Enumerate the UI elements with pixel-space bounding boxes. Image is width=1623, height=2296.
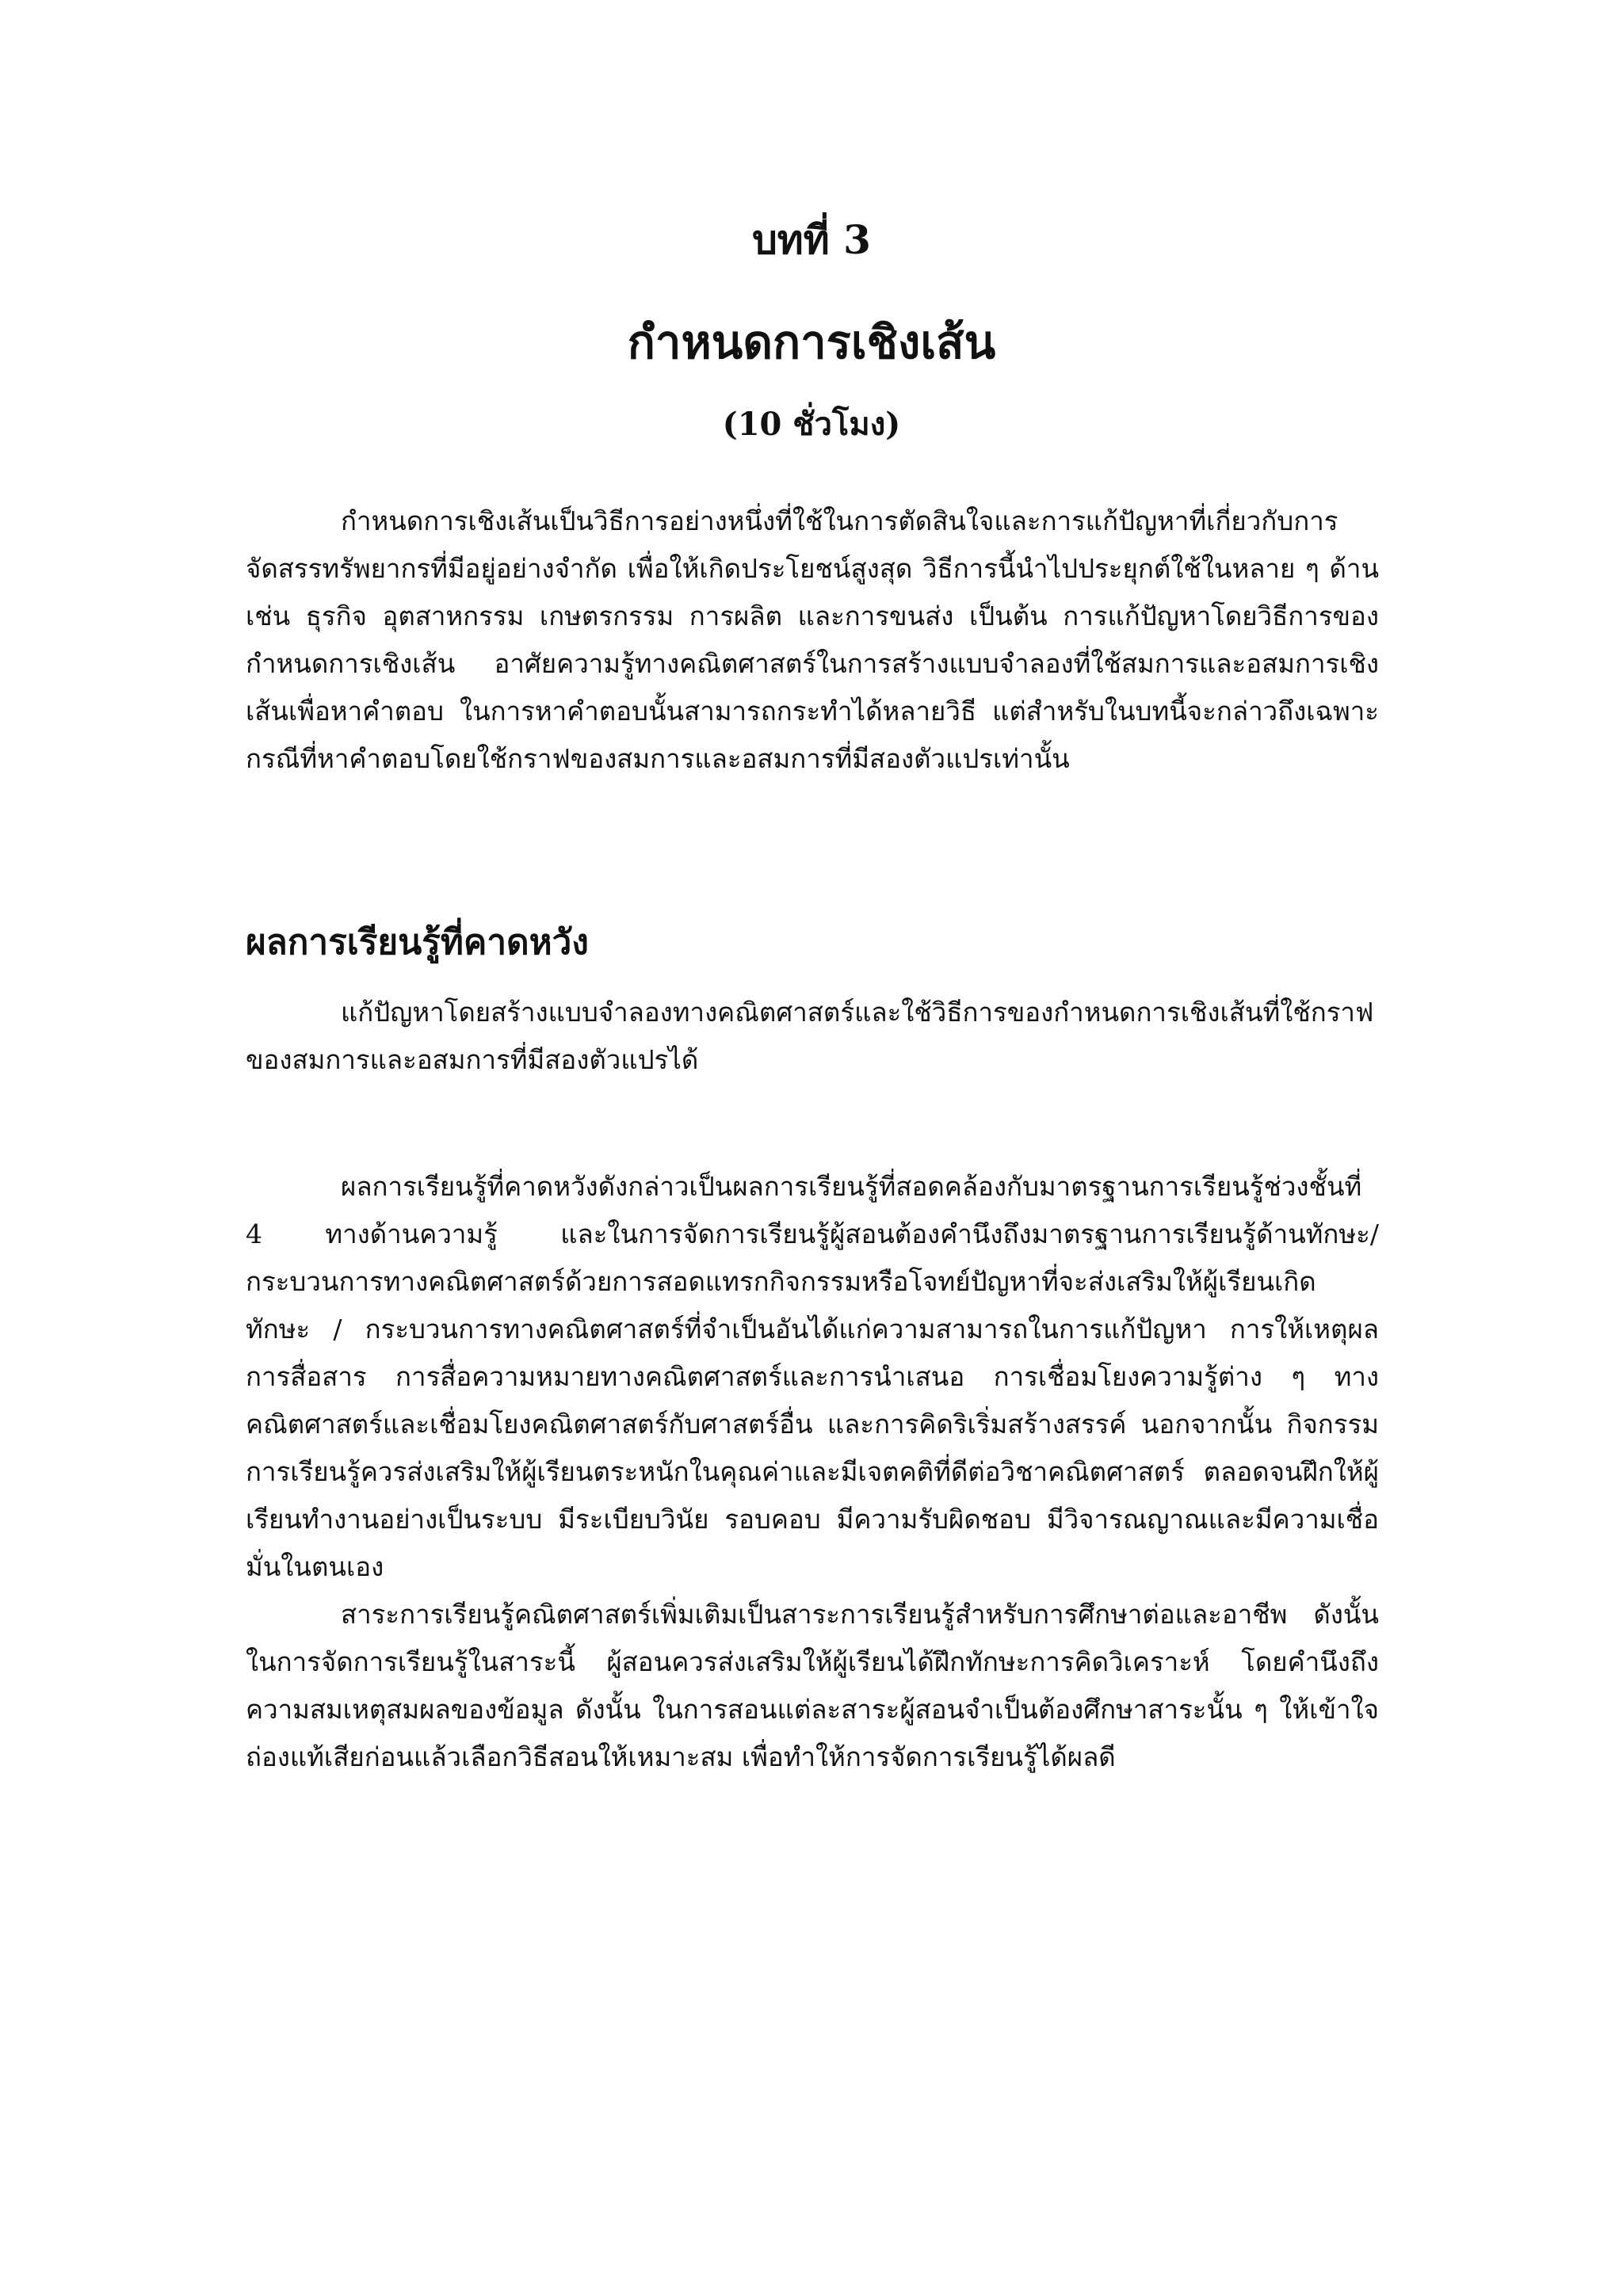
objectives-section (246, 989, 1379, 1084)
chapter-hours: (10 ชั่วโมง) (722, 406, 901, 443)
objectives-heading: ผลการเรียนรู้ที่คาดหวัง (246, 922, 589, 963)
objectives-paragraph: แก้ปัญหาโดยสร้างแบบจำลองทางคณิตศาสตร์และใช้วิธีการของกำหนดการเชิงเส้นที่ใช้กราฟของสมการและอสมการที่มีสองตัวแปรได้ (246, 997, 1374, 1075)
discussion-section (246, 1163, 1379, 1781)
intro-paragraph: กำหนดการเชิงเส้นเป็นวิธีการอย่างหนึ่งที่ใช้ในการตัดสินใจและการแก้ปัญหาที่เกี่ยวกับการจัดสรรทรัพยากรที่มีอยู่อย่างจำกัด เพื่อให้เกิดประโยชน์สูงสุด วิธีการนี้นำไปประยุกต์ใช้ในหลาย ๆ ด้าน เช่น ธุรกิจ อุตสาหกรรม เกษตรกรรม การผลิต และการขนส่ง เป็นต้น การแก้ปัญหาโดยวิธีการของกำหนดการเชิงเส้น อาศัยความรู้ทางคณิตศาสตร์ในการสร้างแบบจำลองที่ใช้สมการและอสมการเชิงเส้นเพื่อหาคำตอบ ในการหาคำตอบนั้นสามารถกระทำได้หลายวิธี แต่สำหรับในบทนี้จะกล่าวถึงเฉพาะกรณีที่หาคำตอบโดยใช้กราฟของสมการและอสมการที่มีสองตัวแปรเท่านั้น (246, 505, 1379, 774)
chapter-title: กำหนดการเชิงเส้น (627, 315, 996, 369)
discussion-paragraph-2: สาระการเรียนรู้คณิตศาสตร์เพิ่มเติมเป็นสาระการเรียนรู้สำหรับการศึกษาต่อและอาชีพ ดังนั้นในการจัดการเรียนรู้ในสาระนี้ ผู้สอนควรส่งเสริมให้ผู้เรียนได้ฝึกทักษะการคิดวิเคราะห์ โดยคำนึงถึงความสมเหตุสมผลของข้อมูล ดังนั้น ในการสอนแต่ละสาระผู้สอนจำเป็นต้องศึกษาสาระนั้น ๆ ให้เข้าใจถ่องแท้เสียก่อนแล้วเลือกวิธีสอนให้เหมาะสม เพื่อทำให้การจัดการเรียนรู้ได้ผลดี (246, 1599, 1379, 1772)
discussion-paragraph-1: ผลการเรียนรู้ที่คาดหวังดังกล่าวเป็นผลการเรียนรู้ที่สอดคล้องกับมาตรฐานการเรียนรู้ช่วงชั้นที่ 4 ทางด้านความรู้ และในการจัดการเรียนรู้ผู้สอนต้องคำนึงถึงมาตรฐานการเรียนรู้ด้านทักษะ/ กระบวนการทางคณิตศาสตร์ด้วยการสอดแทรกกิจกรรมหรือโจทย์ปัญหาที่จะส่งเสริมให้ผู้เรียนเกิดทักษะ / กระบวนการทางคณิตศาสตร์ที่จำเป็นอันได้แก่ความสามารถในการแก้ปัญหา การให้เหตุผล การสื่อสาร การสื่อความหมายทางคณิตศาสตร์และการนำเสนอ การเชื่อมโยงความรู้ต่าง ๆ ทางคณิตศาสตร์และเชื่อมโยงคณิตศาสตร์กับศาสตร์อื่น และการคิดริเริ่มสร้างสรรค์ นอกจากนั้น กิจกรรมการเรียนรู้ควรส่งเสริมให้ผู้เรียนตระหนักในคุณค่าและมีเจตคติที่ดีต่อวิชาคณิตศาสตร์ ตลอดจนฝึกให้ผู้เรียนทำงานอย่างเป็นระบบ มีระเบียบวินัย รอบคอบ มีความรับผิดชอบ มีวิจารณญาณและมีความเชื่อมั่นในตนเอง (246, 1171, 1379, 1582)
chapter-number: บทที่ 3 (752, 216, 871, 263)
intro-section (246, 498, 1379, 783)
